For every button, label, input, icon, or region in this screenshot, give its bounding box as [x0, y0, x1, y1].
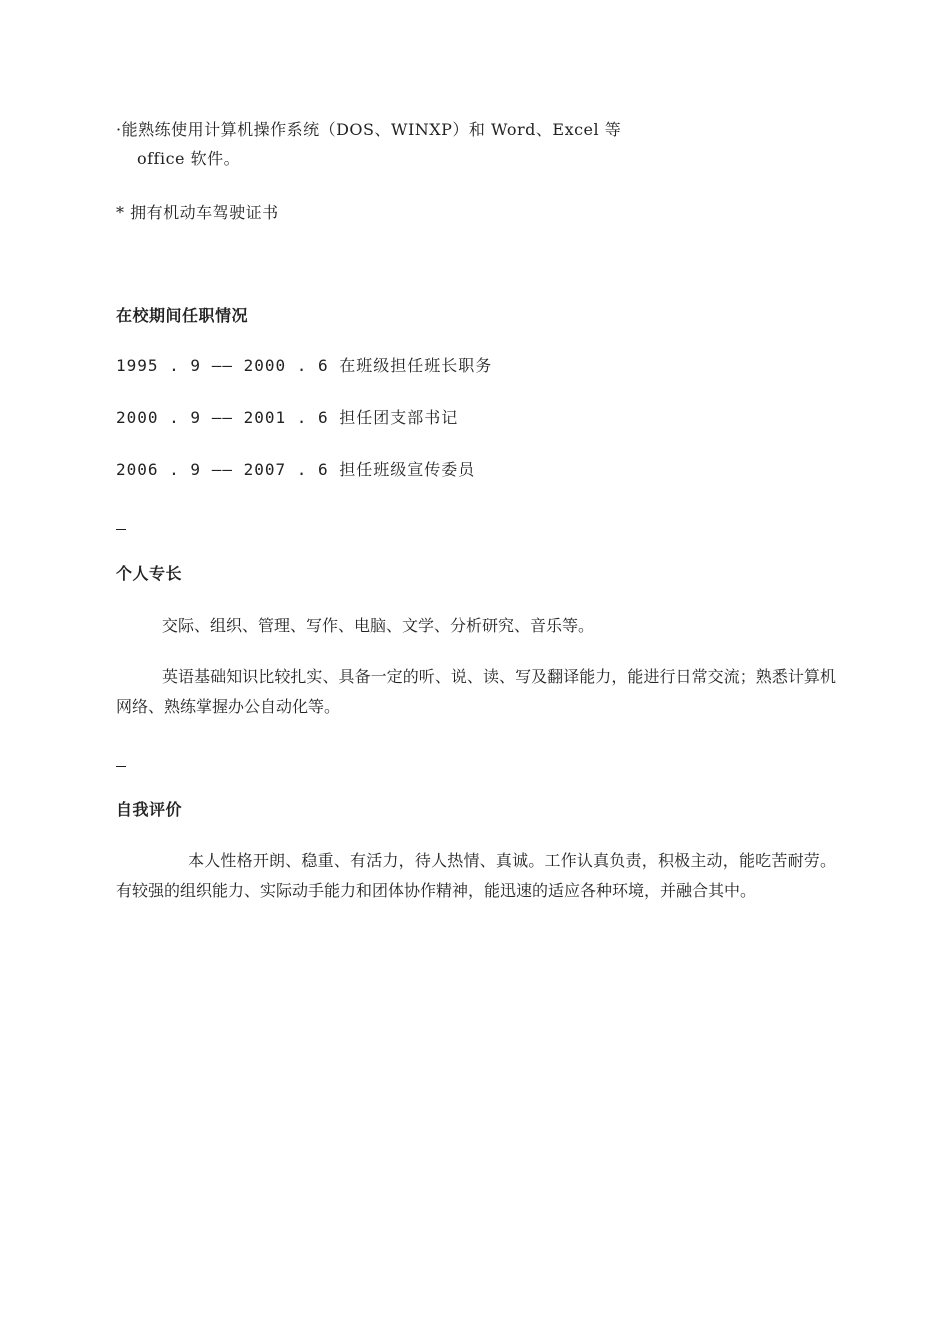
- positions-heading: 在校期间任职情况: [116, 306, 249, 325]
- section-divider-1: [116, 529, 126, 530]
- specialties-heading: 个人专长: [116, 564, 183, 583]
- driving-license-line: * 拥有机动车驾驶证书: [116, 203, 279, 222]
- specialties-line-2: 英语基础知识比较扎实、具备一定的听、说、读、写及翻译能力，能进行日常交流；熟悉计算机网络、熟练掌握办公自动化等。: [116, 667, 836, 716]
- position-item-2: 2000 . 9 —— 2001 . 6 担任团支部书记: [116, 408, 459, 427]
- section-divider-2: [116, 766, 126, 767]
- computer-skill-line-2: office 软件。: [137, 149, 241, 168]
- self-evaluation-heading: 自我评价: [116, 800, 183, 819]
- position-item-3: 2006 . 9 —— 2007 . 6 担任班级宣传委员: [116, 460, 476, 479]
- self-evaluation-text: 本人性格开朗、稳重、有活力，待人热情、真诚。工作认真负责，积极主动，能吃苦耐劳。有较强的组织能力、实际动手能力和团体协作精神，能迅速的适应各种环境，并融合其中。: [116, 851, 836, 900]
- computer-skill-line-1: ·能熟练使用计算机操作系统（DOS、WINXP）和 Word、Excel 等: [116, 120, 622, 139]
- position-item-1: 1995 . 9 —— 2000 . 6 在班级担任班长职务: [116, 356, 493, 375]
- specialties-line-1: 交际、组织、管理、写作、电脑、文学、分析研究、音乐等。: [162, 616, 595, 635]
